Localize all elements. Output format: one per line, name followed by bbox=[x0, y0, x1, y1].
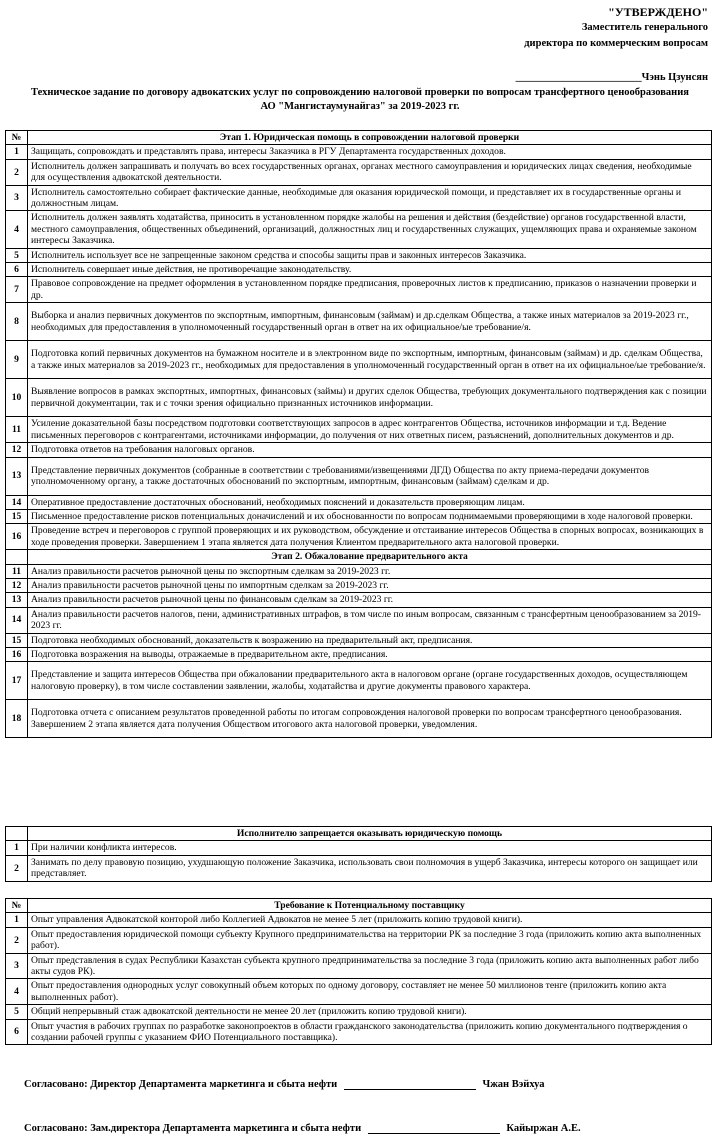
row-text: Представление и защита интересов Общества при обжаловании предварительного акта в налоговом органе (органе государственных доходов, осуществляющем налоговую проверку), в том числе составлении заявлении, жалобы, ходатайства и другие документы правового характера. bbox=[28, 662, 712, 700]
signature-1-name: Чжан Вэйхуа bbox=[482, 1079, 545, 1090]
row-number: 12 bbox=[6, 578, 28, 592]
table-row bbox=[6, 647, 712, 661]
row-text: Представление первичных документов (собранные в соответствии с требованиями/извещениями ДГД) Общества по акту приема-передачи документов уполномоченному органу, а также достаточных обоснований по экспортным, импортным, финансовым (займам) сделкам и др. bbox=[28, 457, 712, 495]
row-number: 1 bbox=[6, 913, 28, 927]
table-row bbox=[6, 564, 712, 578]
stage2-num-cell bbox=[6, 550, 28, 564]
table-row bbox=[6, 607, 712, 633]
row-number: 4 bbox=[6, 211, 28, 248]
table-row bbox=[6, 248, 712, 262]
table-row bbox=[6, 855, 712, 881]
table-row bbox=[6, 662, 712, 700]
row-text: Анализ правильности расчетов налогов, пени, административных штрафов, в том числе по иным вопросам, связанным с трансфертным ценообразованием за 2019-2023 гг. bbox=[28, 607, 712, 633]
table-row bbox=[6, 185, 712, 211]
table-row bbox=[6, 303, 712, 341]
row-text: Анализ правильности расчетов рыночной цены по импортным сделкам за 2019-2023 гг. bbox=[28, 578, 712, 592]
document-title-line2: АО "Мангистаумунайгаз" за 2019-2023 гг. bbox=[260, 101, 460, 112]
table-row bbox=[6, 277, 712, 303]
row-number: 5 bbox=[6, 248, 28, 262]
table-row bbox=[6, 700, 712, 738]
requirements-rows bbox=[6, 913, 712, 1045]
prohibitions-num-header bbox=[6, 827, 28, 841]
row-number: 6 bbox=[6, 263, 28, 277]
row-number: 12 bbox=[6, 443, 28, 457]
table-row bbox=[6, 913, 712, 927]
table-row bbox=[6, 509, 712, 523]
row-text: Анализ правильности расчетов рыночной цены по экспортным сделкам за 2019-2023 гг. bbox=[28, 564, 712, 578]
num-column-header: № bbox=[6, 131, 28, 145]
requirements-title: Требование к Потенциальному поставщику bbox=[28, 899, 712, 913]
table-row bbox=[6, 211, 712, 248]
row-number: 10 bbox=[6, 379, 28, 417]
row-number: 18 bbox=[6, 700, 28, 738]
row-number: 16 bbox=[6, 647, 28, 661]
row-text: Общий непрерывный стаж адвокатской деятельности не менее 20 лет (приложить копию трудовой книги). bbox=[28, 1005, 712, 1019]
row-text: Опыт участия в рабочих группах по разработке законопроектов в области гражданского законодательства (приложить копию документального подтверждения о создании рабочей группы с указанием ФИО Потенциального поставщика). bbox=[28, 1019, 712, 1045]
row-number: 2 bbox=[6, 927, 28, 953]
signature-1-line bbox=[344, 1079, 476, 1090]
row-number: 11 bbox=[6, 564, 28, 578]
row-text: Выявление вопросов в рамках экспортных, импортных, финансовых (займы) и других сделок Общества, требующих документального подтверждения как с позиции первичной документации, так и с точки зрения официально признанных источников информации. bbox=[28, 379, 712, 417]
row-number: 13 bbox=[6, 593, 28, 607]
document-title-line1: Техническое задание по договору адвокатских услуг по сопровождению налоговой проверки по вопросам трансфертного ценообразования bbox=[31, 87, 689, 98]
signature-2-label: Согласовано: Зам.директора Департамента маркетинга и сбыта нефти bbox=[24, 1123, 362, 1134]
row-number: 3 bbox=[6, 185, 28, 211]
row-text: Подготовка возражения на выводы, отражаемые в предварительном акте, предписания. bbox=[28, 647, 712, 661]
row-number: 13 bbox=[6, 457, 28, 495]
signature-2-name: Кайыржан А.Е. bbox=[506, 1123, 581, 1134]
row-number: 1 bbox=[6, 145, 28, 159]
prohibitions-title: Исполнителю запрещается оказывать юридическую помощь bbox=[28, 827, 712, 841]
table-row bbox=[6, 379, 712, 417]
table-row bbox=[6, 979, 712, 1005]
row-text: Правовое сопровождение на предмет оформления в установленном порядке предписания, проверочных листов к предписанию, приказов о назначении проверки и др. bbox=[28, 277, 712, 303]
row-text: Подготовка отчета с описанием результатов проведенной работы по итогам сопровождения налоговой проверки по вопросам трансфертного ценообразования. Завершением 2 этапа является дата получения Обществом итогового акта налоговой проверки, уведомления. bbox=[28, 700, 712, 738]
signature-2-line bbox=[368, 1123, 500, 1134]
row-number: 2 bbox=[6, 159, 28, 185]
stage1-title: Этап 1. Юридическая помощь в сопровождении налоговой проверки bbox=[28, 131, 712, 145]
requirements-table-header bbox=[6, 899, 712, 913]
table-row bbox=[6, 1005, 712, 1019]
approval-position-line1: Заместитель генерального bbox=[581, 22, 708, 33]
stage2-title: Этап 2. Обжалование предварительного акта bbox=[28, 550, 712, 564]
table-row bbox=[6, 633, 712, 647]
services-table-header bbox=[6, 131, 712, 145]
table-row bbox=[6, 578, 712, 592]
table-row bbox=[6, 841, 712, 855]
table-row bbox=[6, 495, 712, 509]
row-text: Опыт управления Адвокатской конторой либо Коллегией Адвокатов не менее 5 лет (приложить копию трудовой книги). bbox=[28, 913, 712, 927]
prohibitions-table-header bbox=[6, 827, 712, 841]
row-text: Письменное предоставление рисков потенциальных доначислений и их обоснованности по вопросам поднимаемыми проверяющими в ходе налоговой проверки. bbox=[28, 509, 712, 523]
prohibitions-table bbox=[5, 826, 712, 882]
row-number: 1 bbox=[6, 841, 28, 855]
row-text: Выборка и анализ первичных документов по экспортным, импортным, финансовым (займам) и др.сделкам Общества, а также иных материалов за 2019-2023 гг., необходимых для предоставления в уполномоченный государственный орган в ответ на их официальное/ые требование/я. bbox=[28, 303, 712, 341]
row-number: 9 bbox=[6, 341, 28, 379]
row-text: Подготовка копий первичных документов на бумажном носителе и в электронном виде по экспортным, импортным, финансовым (займам) и др. сделкам Общества, а также иных материалов за 2019-2023 гг., необходимых для предоставления в уполномоченный государственный орган в ответ на их официальное/ые требование/я. bbox=[28, 341, 712, 379]
approval-position-line2: директора по коммерческим вопросам bbox=[524, 38, 708, 49]
row-text: Опыт предоставления юридической помощи субъекту Крупного предпринимательства на территории РК за последние 3 года (приложить копию акта выполненных работ). bbox=[28, 927, 712, 953]
approval-signature-2 bbox=[24, 1123, 581, 1134]
table-row bbox=[6, 159, 712, 185]
table-row bbox=[6, 145, 712, 159]
row-text: Усиление доказательной базы посредством подготовки соответствующих запросов в адрес контрагентов Общества, источников информации и т.д. Ведение письменных переговоров с контрагентами, источниками информации, до получения от них ответных писем, разъяснений, дополнительных документов и др. bbox=[28, 417, 712, 443]
row-number: 4 bbox=[6, 979, 28, 1005]
document-title bbox=[10, 86, 710, 114]
row-text: Анализ правильности расчетов рыночной цены по финансовым сделкам за 2019-2023 гг. bbox=[28, 593, 712, 607]
row-text: Занимать по делу правовую позицию, ухудшающую положение Заказчика, использовать свои полномочия в ущерб Заказчика, интересы которого он защищает или представляет. bbox=[28, 855, 712, 881]
signature-1-label: Согласовано: Директор Департамента маркетинга и сбыта нефти bbox=[24, 1079, 338, 1090]
table-row bbox=[6, 524, 712, 550]
table-row bbox=[6, 593, 712, 607]
approval-heading: "УТВЕРЖДЕНО" bbox=[608, 5, 708, 19]
requirements-table bbox=[5, 898, 712, 1045]
row-text: Исполнитель должен заявлять ходатайства, приносить в установленном порядке жалобы на решения и действия (бездействие) органов государственной власти, местного самоуправления, общественных объединений, организаций, должностных лиц и государственных служащих, ущемляющих права и охраняемые законом интересы Заказчика. bbox=[28, 211, 712, 248]
approval-block bbox=[516, 4, 708, 86]
row-number: 11 bbox=[6, 417, 28, 443]
table-row bbox=[6, 953, 712, 979]
row-number: 7 bbox=[6, 277, 28, 303]
row-number: 15 bbox=[6, 509, 28, 523]
table-row bbox=[6, 927, 712, 953]
row-number: 5 bbox=[6, 1005, 28, 1019]
stage2-rows bbox=[6, 564, 712, 738]
row-number: 8 bbox=[6, 303, 28, 341]
row-number: 14 bbox=[6, 495, 28, 509]
row-number: 17 bbox=[6, 662, 28, 700]
row-text: Исполнитель самостоятельно собирает фактические данные, необходимые для оказания юридической помощи, и представляет их в государственные органы и должностным лицам. bbox=[28, 185, 712, 211]
row-number: 16 bbox=[6, 524, 28, 550]
row-number: 6 bbox=[6, 1019, 28, 1045]
row-text: Исполнитель должен запрашивать и получать во всех государственных органах, органах местного самоуправления и юридических лицах сведения, необходимые для осуществления адвокатской деятельности. bbox=[28, 159, 712, 185]
row-text: Оперативное предоставление достаточных обоснований, необходимых пояснений и доказательств проверяющим лицам. bbox=[28, 495, 712, 509]
table-row bbox=[6, 417, 712, 443]
approval-signature: ________________________Чэнь Цзунсян bbox=[515, 72, 708, 83]
stage2-header-row bbox=[6, 550, 712, 564]
stage1-rows bbox=[6, 145, 712, 550]
requirements-num-header: № bbox=[6, 899, 28, 913]
table-row bbox=[6, 457, 712, 495]
prohibitions-rows bbox=[6, 841, 712, 881]
row-number: 2 bbox=[6, 855, 28, 881]
row-text: Опыт предоставления однородных услуг совокупный объем которых по одному договору, составляет не менее 50 миллионов тенге (приложить копию акта выполненных работ). bbox=[28, 979, 712, 1005]
row-number: 3 bbox=[6, 953, 28, 979]
row-number: 14 bbox=[6, 607, 28, 633]
row-text: Исполнитель совершает иные действия, не противоречащие законодательству. bbox=[28, 263, 712, 277]
table-row bbox=[6, 263, 712, 277]
row-text: Проведение встреч и переговоров с группой проверяющих и их руководством, обсуждение и отстаивание интересов Общества в спорных вопросах, возникающих в ходе проведения проверки. Завершением 1 этапа является дата получения Клиентом предварительного акта налоговой проверки. bbox=[28, 524, 712, 550]
row-text: При наличии конфликта интересов. bbox=[28, 841, 712, 855]
row-text: Опыт представления в судах Республики Казахстан субъекта крупного предпринимательства за последние 3 года (приложить копию акта выполненных работ либо акты судов РК). bbox=[28, 953, 712, 979]
row-text: Подготовка ответов на требования налоговых органов. bbox=[28, 443, 712, 457]
row-text: Исполнитель использует все не запрещенные законом средства и способы защиты прав и законных интересов Заказчика. bbox=[28, 248, 712, 262]
services-table bbox=[5, 130, 712, 738]
row-number: 15 bbox=[6, 633, 28, 647]
table-row bbox=[6, 443, 712, 457]
row-text: Защищать, сопровождать и представлять права, интересы Заказчика в РГУ Департамента государственных доходов. bbox=[28, 145, 712, 159]
table-row bbox=[6, 1019, 712, 1045]
row-text: Подготовка необходимых обоснований, доказательств к возражению на предварительный акт, предписания. bbox=[28, 633, 712, 647]
approval-signature-1 bbox=[24, 1079, 545, 1090]
table-row bbox=[6, 341, 712, 379]
